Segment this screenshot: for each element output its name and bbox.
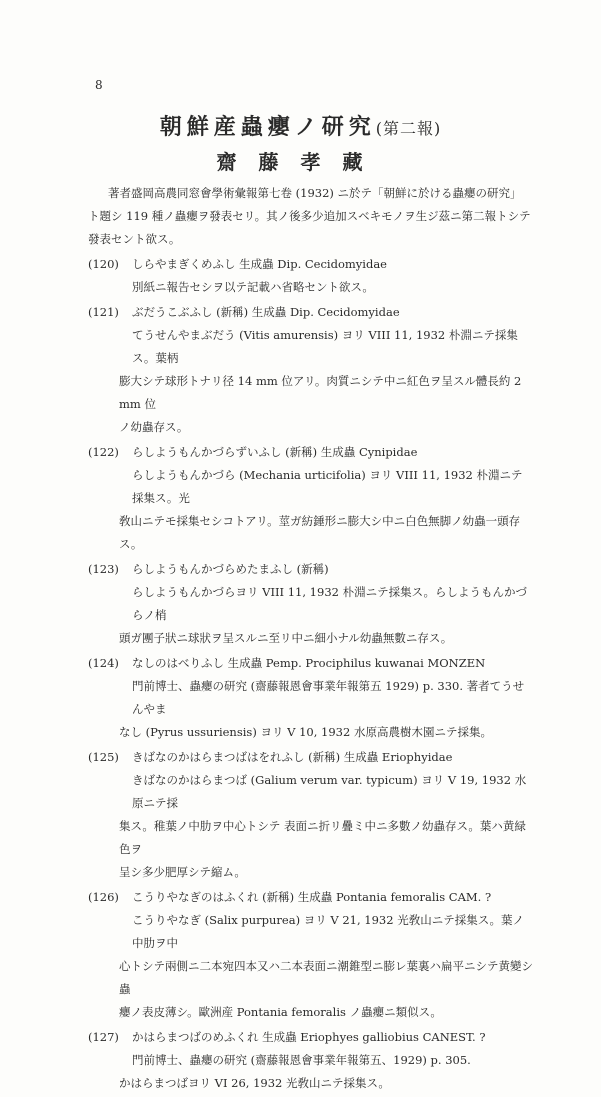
entry-heading	[88, 1026, 533, 1049]
gall-entry	[88, 441, 533, 556]
gall-entry	[88, 652, 533, 744]
entry-heading	[88, 441, 533, 464]
entry-text-line: らしようもんかづら (Mechania urticifolia) ヨリ VIII 11, 1932 朴淵ニテ採集ス。光	[132, 468, 523, 505]
entry-number: (120)	[88, 257, 119, 271]
paper-title	[0, 110, 601, 141]
entry-text-line: きばなのかはらまつば (Galium verum var. typicum) ヨリ V 19, 1932 水原ニテ採	[132, 773, 527, 810]
intro-paragraph: 著者盛岡高農同窓會學術彙報第七卷 (1932) ニ於テ「朝鮮に於ける蟲癭の研究」ト題シ 119 種ノ蟲癭ヲ發表セリ。其ノ後多少追加スベキモノヲ生ジ茲ニ第二報トシテ發表セント欲ス。	[88, 186, 531, 246]
entry-text-line: 頭ガ團子狀ニ球狀ヲ呈スルニ至リ中ニ細小ナル幼蟲無數ニ存ス。	[119, 631, 453, 645]
paper-body	[88, 182, 533, 1097]
entry-text-line: てうせんやまぶだう (Vitis amurensis) ヨリ VIII 11, 1932 朴淵ニテ採集ス。葉柄	[132, 328, 518, 365]
title-suffix: (第二報)	[375, 119, 442, 138]
entry-text-line: 癭ノ表皮薄シ。歐洲産 Pontania femoralis ノ蟲癭ニ類似ス。	[119, 1005, 442, 1019]
entry-text-line: 集ス。稚葉ノ中肋ヲ中心トシテ 表面ニ折リ疊ミ中ニ多數ノ幼蟲存ス。葉ハ黄緑色ヲ	[119, 819, 526, 856]
entry-text-line: なし (Pyrus ussuriensis) ヨリ V 10, 1932 水原高農樹木園ニテ採集。	[119, 725, 492, 739]
entry-heading	[88, 558, 533, 581]
entry-list	[88, 253, 533, 1095]
entry-number: (125)	[88, 750, 119, 764]
entry-title: こうりやなぎのはふくれ (新稱) 生成蟲 Pontania femoralis CAM. ?	[132, 890, 492, 904]
entry-text-line: こうりやなぎ (Salix purpurea) ヨリ V 21, 1932 光敎山ニテ採集ス。葉ノ中肋ヲ中	[132, 913, 525, 950]
entry-title: らしようもんかづらずいふし (新稱) 生成蟲 Cynipidae	[132, 445, 418, 459]
entry-text-line: ノ幼蟲存ス。	[119, 420, 189, 434]
entry-title: なしのはべりふし 生成蟲 Pemp. Prociphilus kuwanai MONZEN	[132, 656, 486, 670]
entry-text-line: 敎山ニテモ採集セシコトアリ。莖ガ紡錘形ニ膨大シ中ニ白色無脚ノ幼蟲一頭存ス。	[119, 514, 521, 551]
gall-entry	[88, 886, 533, 1024]
author-name: 齋藤孝藏	[216, 150, 385, 174]
entry-number: (122)	[88, 445, 119, 459]
gall-entry	[88, 253, 533, 299]
entry-text-line: 膨大シテ球形トナリ径 14 mm 位アリ。肉質ニシテ中ニ紅色ヲ呈スル體長約 2 mm 位	[119, 374, 522, 411]
entry-number: (123)	[88, 562, 119, 576]
entry-text-line: 呈シ多少肥厚シテ縮ム。	[119, 865, 246, 879]
entry-title: ぶだうこぶふし (新稱) 生成蟲 Dip. Cecidomyidae	[132, 305, 400, 319]
entry-number: (126)	[88, 890, 119, 904]
entry-text-line: らしようもんかづらヨリ VIII 11, 1932 朴淵ニテ採集ス。らしようもんかづらノ梢	[132, 585, 527, 622]
title-main: 朝鮮産蟲癭ノ研究	[159, 114, 376, 140]
entry-title: きばなのかはらまつばはをれふし (新稱) 生成蟲 Eriophyidae	[132, 750, 453, 764]
gall-entry	[88, 558, 533, 650]
page-number: 8	[95, 78, 103, 92]
gall-entry	[88, 301, 533, 439]
entry-number: (127)	[88, 1030, 119, 1044]
entry-heading	[88, 886, 533, 909]
entry-number: (121)	[88, 305, 119, 319]
entry-title: らしようもんかづらめたまふし (新稱)	[132, 562, 329, 576]
gall-entry	[88, 746, 533, 884]
entry-text-line: 門前博士、蟲癭の研究 (齋藤報恩會事業年報第五 1929) p. 330. 著者てうせんやま	[132, 679, 525, 716]
entry-heading	[88, 301, 533, 324]
entry-title: かはらまつばのめふくれ 生成蟲 Eriophyes galliobius CANEST. ?	[132, 1030, 486, 1044]
gall-entry	[88, 1026, 533, 1095]
entry-text-line: かはらまつばヨリ VI 26, 1932 光敎山ニテ採集ス。	[119, 1076, 390, 1090]
entry-heading	[88, 746, 533, 769]
entry-text-line: 心トシテ兩側ニ二本宛四本又ハ二本表面ニ潮錐型ニ膨レ葉裏ハ扁平ニシテ黄變シ 蟲	[119, 959, 533, 996]
entry-number: (124)	[88, 656, 119, 670]
entry-heading	[88, 652, 533, 675]
entry-text-line: 門前博士、蟲癭の研究 (齋藤報恩會事業年報第五、1929) p. 305.	[132, 1053, 471, 1067]
entry-heading	[88, 253, 533, 276]
entry-title: しらやまぎくめふし 生成蟲 Dip. Cecidomyidae	[132, 257, 387, 271]
entry-text-line: 別紙ニ報告セシヲ以テ記載ハ省略セント欲ス。	[132, 280, 374, 294]
